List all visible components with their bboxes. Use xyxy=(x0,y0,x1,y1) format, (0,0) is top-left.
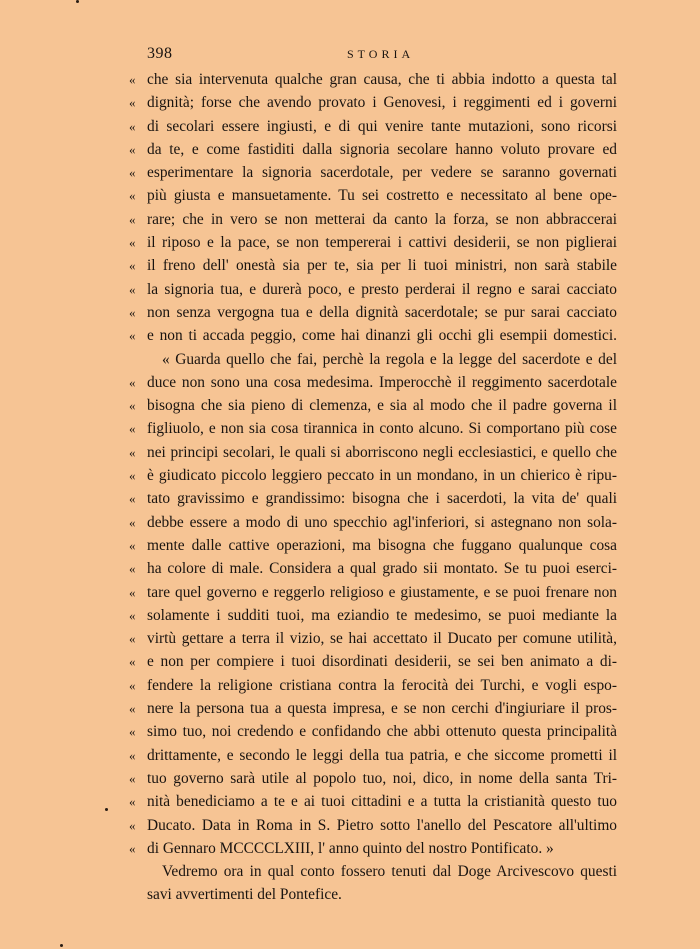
text-line xyxy=(0,138,700,161)
text-line xyxy=(0,417,700,440)
line-text: esperimentare la signoria sacerdotale, per vedere se saranno governati xyxy=(147,164,617,182)
text-line xyxy=(0,883,700,906)
text-line xyxy=(0,161,700,184)
text-line xyxy=(0,464,700,487)
text-line xyxy=(0,184,700,207)
text-line xyxy=(0,115,700,138)
line-text: più giusta e mansuetamente. Tu sei costretto e necessitato al bene ope- xyxy=(147,187,617,205)
line-text: debbe essere a modo di uno specchio agl'inferiori, si astegnano non sola- xyxy=(147,513,617,531)
quote-mark: « xyxy=(129,794,136,810)
line-text: « Guarda quello che fai, perchè la regola e la legge del sacerdote e del xyxy=(162,350,617,368)
text-line xyxy=(0,534,700,557)
line-text: tuo governo sarà utile al popolo tuo, noi, dico, in nome della santa Tri- xyxy=(147,769,617,787)
line-text: di secolari essere ingiusti, e di qui venire tante mutazioni, sono ricorsi xyxy=(147,117,617,135)
text-line xyxy=(0,650,700,673)
text-line xyxy=(0,278,700,301)
quote-mark: « xyxy=(129,444,136,460)
line-text: solamente i sudditi tuoi, ma eziandio te medesimo, se puoi mediante la xyxy=(147,606,617,624)
text-line xyxy=(0,68,700,91)
line-text: la signoria tua, e durerà poco, e presto perderai il regno e sarai cacciato xyxy=(147,280,617,298)
line-text: drittamente, e secondo le leggi della tua patria, e che siccome prometti il xyxy=(147,746,617,764)
quote-mark: « xyxy=(129,374,136,390)
quote-mark: « xyxy=(129,165,136,181)
text-line xyxy=(0,557,700,580)
quote-mark: « xyxy=(129,537,136,553)
quote-mark: « xyxy=(129,491,136,507)
quote-mark: « xyxy=(129,468,136,484)
line-text: di Gennaro MCCCCLXIII, l' anno quinto del nostro Pontificato. » xyxy=(147,839,554,857)
page-header xyxy=(147,45,587,67)
ink-speck xyxy=(60,944,63,947)
text-line xyxy=(0,254,700,277)
line-text: tato gravissimo e grandissimo: bisogna che i sacerdoti, la vita de' quali xyxy=(147,490,617,508)
quote-mark: « xyxy=(129,235,136,251)
quote-mark: « xyxy=(129,398,136,414)
text-line xyxy=(0,720,700,743)
quote-mark: « xyxy=(129,514,136,530)
ink-speck xyxy=(76,0,79,3)
line-text: figliuolo, e non sia cosa tirannica in conto alcuno. Si comportano più cose xyxy=(147,420,617,438)
text-line xyxy=(0,837,700,860)
line-text: il riposo e la pace, se non tempererai i cattivi desiderii, se non piglierai xyxy=(147,234,617,252)
quote-mark: « xyxy=(129,840,136,856)
text-line xyxy=(0,627,700,650)
line-text: da te, e come fastiditi dalla signoria secolare hanno voluto provare ed xyxy=(147,140,617,158)
line-text: è giudicato piccolo leggiero peccato in un mondano, in un chierico è ripu- xyxy=(147,467,617,485)
quote-mark: « xyxy=(129,95,136,111)
quote-mark: « xyxy=(129,747,136,763)
quote-mark: « xyxy=(129,724,136,740)
line-text: nei principi secolari, le quali si aborriscono negli ecclesiastici, e quello che xyxy=(147,443,617,461)
page-number: 398 xyxy=(147,45,173,62)
text-line xyxy=(0,581,700,604)
quote-mark: « xyxy=(129,72,136,87)
text-line xyxy=(0,394,700,417)
line-text: tare quel governo e reggerlo religioso e giustamente, e se puoi frenare non xyxy=(147,583,617,601)
text-line xyxy=(0,814,700,837)
line-text: virtù gettare a terra il vizio, se hai accettato il Ducato per comune utilità, xyxy=(147,630,617,648)
text-line xyxy=(0,348,700,371)
line-text: duce non sono una cosa medesima. Imperocchè il reggimento sacerdotale xyxy=(147,373,617,391)
quote-mark: « xyxy=(129,654,136,670)
text-line xyxy=(0,487,700,510)
line-text: rare; che in vero se non metterai da canto la forza, se non abbraccerai xyxy=(147,210,617,228)
body-text xyxy=(0,68,700,907)
line-text: bisogna che sia pieno di clemenza, e sia al modo che il padre governa il xyxy=(147,397,617,415)
text-line xyxy=(0,767,700,790)
line-text: simo tuo, noi credendo e confidando che abbi ottenuto questa principalità xyxy=(147,723,617,741)
text-line xyxy=(0,860,700,883)
quote-mark: « xyxy=(129,188,136,204)
quote-mark: « xyxy=(129,304,136,320)
line-text: e non ti accada peggio, come hai dinanzi gli occhi gli esempii domestici. xyxy=(147,327,617,345)
line-text: il freno dell' onestà sia per te, sia per li tuoi ministri, non sarà stabile xyxy=(147,257,617,275)
line-text: mente dalle cattive operazioni, ma bisogna che fuggano qualunque cosa xyxy=(147,536,617,554)
quote-mark: « xyxy=(129,607,136,623)
text-line xyxy=(0,231,700,254)
quote-mark: « xyxy=(129,770,136,786)
quote-mark: « xyxy=(129,211,136,227)
quote-mark: « xyxy=(129,561,136,577)
quote-mark: « xyxy=(129,701,136,717)
quote-mark: « xyxy=(129,141,136,157)
text-line xyxy=(0,697,700,720)
text-line xyxy=(0,208,700,231)
quote-mark: « xyxy=(129,281,136,297)
text-line xyxy=(0,744,700,767)
line-text: che sia intervenuta qualche gran causa, che ti abbia indotto a questa tal xyxy=(147,71,617,88)
text-line xyxy=(0,441,700,464)
line-text: fendere la religione cristiana contra la ferocità dei Turchi, e vogli espo- xyxy=(147,676,617,694)
quote-mark: « xyxy=(129,584,136,600)
text-line xyxy=(0,91,700,114)
line-text: Ducato. Data in Roma in S. Pietro sotto l'anello del Pescatore all'ultimo xyxy=(147,816,617,834)
line-text: savi avvertimenti del Pontefice. xyxy=(147,886,342,904)
quote-mark: « xyxy=(129,258,136,274)
text-line xyxy=(0,371,700,394)
quote-mark: « xyxy=(129,421,136,437)
ink-speck xyxy=(105,808,108,811)
text-line xyxy=(0,324,700,347)
text-line xyxy=(0,301,700,324)
quote-mark: « xyxy=(129,328,136,344)
running-head: STORIA xyxy=(347,47,415,61)
quote-mark: « xyxy=(129,677,136,693)
line-text: nere la persona tua a questa impresa, e se non cerchi d'ingiuriare il pros- xyxy=(147,700,617,718)
line-text: ha colore di male. Considera a qual grado sii montato. Se tu puoi eserci- xyxy=(147,560,617,578)
line-text: non senza vergogna tua e della dignità sacerdotale; se pur sarai cacciato xyxy=(147,303,617,321)
line-text: dignità; forse che avendo provato i Genovesi, i reggimenti ed i governi xyxy=(147,94,617,112)
text-line xyxy=(0,604,700,627)
line-text: nità benediciamo a te e ai tuoi cittadini e a tutta la cristianità questo tuo xyxy=(147,793,617,811)
text-line xyxy=(0,511,700,534)
quote-mark: « xyxy=(129,631,136,647)
line-text: e non per compiere i tuoi disordinati desiderii, se sei ben animato a di- xyxy=(147,653,617,671)
quote-mark: « xyxy=(129,817,136,833)
text-line xyxy=(0,674,700,697)
quote-mark: « xyxy=(129,118,136,134)
line-text: Vedremo ora in qual conto fossero tenuti dal Doge Arcivescovo questi xyxy=(162,863,617,881)
